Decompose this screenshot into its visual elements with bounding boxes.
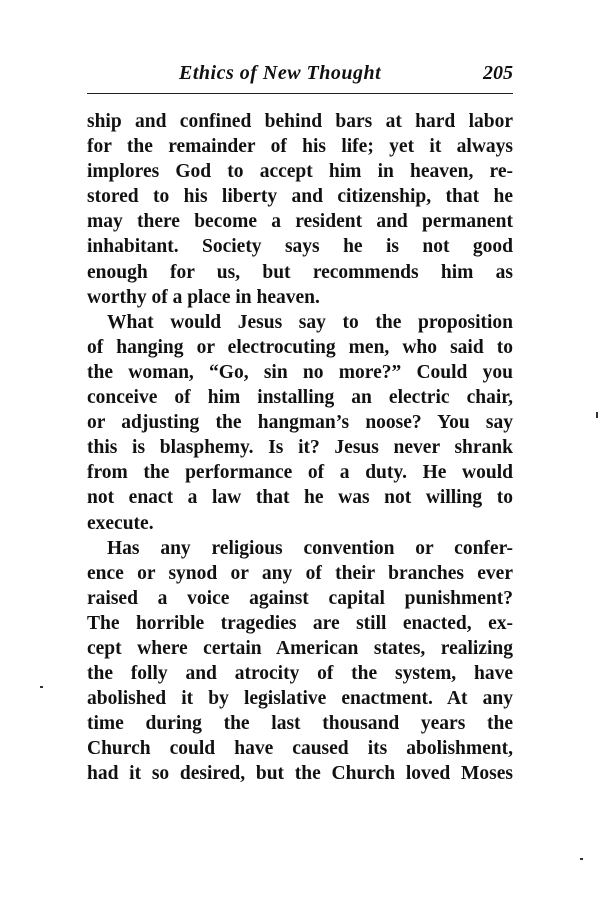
text-line: inhabitant. Society says he is not good: [87, 236, 513, 258]
text-line: enough for us, but recommends him as: [87, 261, 513, 283]
text-line: may there become a resident and permanent: [87, 211, 513, 233]
page-number: 205: [483, 62, 513, 84]
text-line: The horrible tragedies are still enacted, ex-: [87, 612, 513, 634]
scan-speck: [596, 412, 598, 418]
text-line: or adjusting the hangman’s noose? You say: [87, 412, 513, 434]
paragraph-start-line: Has any religious convention or confer-: [107, 537, 513, 559]
text-line: cept where certain American states, realizing: [87, 637, 513, 659]
text-line: the folly and atrocity of the system, have: [87, 663, 513, 685]
running-title: Ethics of New Thought: [179, 62, 382, 84]
text-line: abolished it by legislative enactment. At any: [87, 688, 513, 710]
scan-speck: [40, 686, 43, 688]
text-line: of hanging or electrocuting men, who said to: [87, 336, 513, 358]
body-text: [87, 109, 513, 787]
text-line: for the remainder of his life; yet it always: [87, 136, 513, 158]
text-line: raised a voice against capital punishment?: [87, 587, 513, 609]
text-line: the woman, “Go, sin no more?” Could you: [87, 361, 513, 383]
text-line: Church could have caused its abolishment,: [87, 738, 513, 760]
text-line: had it so desired, but the Church loved Moses: [87, 763, 513, 785]
text-line: time during the last thousand years the: [87, 713, 513, 735]
text-line: implores God to accept him in heaven, re-: [87, 161, 513, 183]
text-line: ship and confined behind bars at hard labor: [87, 111, 513, 132]
text-line: this is blasphemy. Is it? Jesus never shrank: [87, 437, 513, 459]
paragraph-start-line: What would Jesus say to the proposition: [107, 311, 513, 333]
scan-speck: [580, 858, 583, 860]
text-line: conceive of him installing an electric chair,: [87, 387, 513, 409]
text-line: not enact a law that he was not willing to: [87, 487, 513, 509]
text-line: stored to his liberty and citizenship, that he: [87, 186, 513, 208]
text-line: worthy of a place in heaven.: [87, 286, 320, 308]
running-header: [87, 62, 513, 92]
header-rule: [87, 93, 513, 94]
text-line: from the performance of a duty. He would: [87, 462, 513, 484]
text-line: ence or synod or any of their branches ever: [87, 562, 513, 584]
text-line: execute.: [87, 512, 154, 534]
